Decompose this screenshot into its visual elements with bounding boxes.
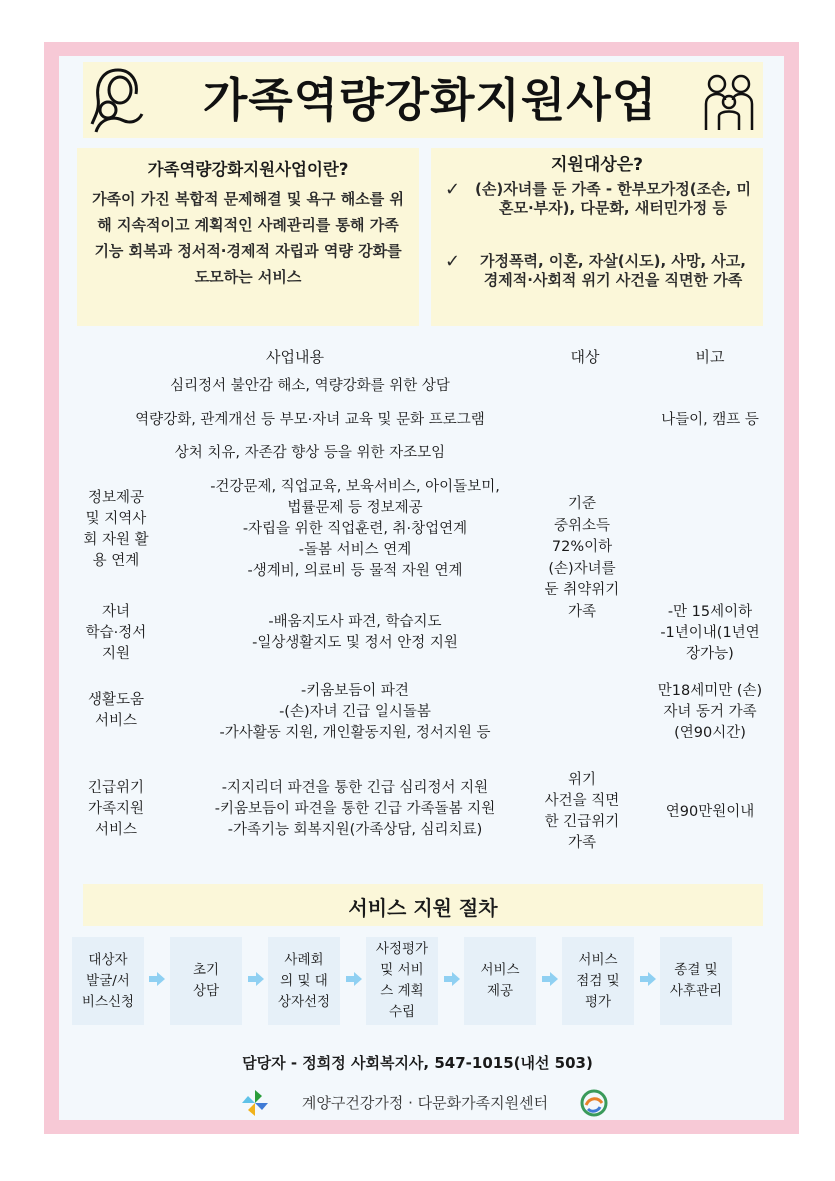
row-content: -건강문제, 직업교육, 보육서비스, 아이돌보미, 법률문제 등 정보제공 -자립을 위한 직업훈련, 취·창업연계 -돌봄 서비스 연계 -생계비, 의료비 등 물적 자원 연계 <box>210 479 500 579</box>
pinwheel-logo-icon <box>240 1088 270 1118</box>
page-title: 가족역량강화지원사업 <box>202 73 658 127</box>
right-arrow-icon <box>149 972 165 986</box>
right-arrow-icon <box>248 972 264 986</box>
center-logo-icon <box>580 1089 608 1117</box>
right-arrow-icon <box>444 972 460 986</box>
row-content: -지지리더 파견을 통한 긴급 심리정서 지원 -키움보듬이 파견을 통한 긴급 가족돌봄 지원 -가족기능 회복지원(가족상담, 심리치료) <box>214 780 496 838</box>
check-icon: ✓ <box>445 179 461 200</box>
right-arrow-icon <box>542 972 558 986</box>
procedure-step: 종결 및 사후관리 <box>660 937 732 1025</box>
intro-heading: 가족역량강화지원사업이란? <box>147 160 349 179</box>
target-item <box>445 180 755 218</box>
mother-child-icon <box>88 66 148 136</box>
row-content: 상처 치유, 자존감 향상 등을 위한 자조모임 <box>174 445 446 461</box>
target-item-text: (손)자녀를 둔 가족 - 한부모가정(조손, 미혼모·부자), 다문화, 새터민가정 등 <box>475 180 751 217</box>
row-content: 역량강화, 관계개선 등 부모·자녀 교육 및 문화 프로그램 <box>135 412 485 428</box>
header-note: 비고 <box>695 348 725 366</box>
row-content: -키움보듬이 파견 -(손)자녀 긴급 일시돌봄 -가사활동 지원, 개인활동지원, 정서지원 등 <box>219 683 491 741</box>
row-note: -만 15세이하 -1년이내(1년연 장가능) <box>660 604 760 662</box>
check-icon: ✓ <box>445 251 461 272</box>
procedure-step: 대상자 발굴/서 비스신청 <box>72 937 144 1025</box>
row-category: 정보제공 및 지역사 회 자원 활 용 연계 <box>83 490 149 569</box>
family-icon <box>703 72 755 134</box>
row-note: 나들이, 캠프 등 <box>661 412 759 428</box>
footer <box>240 1088 610 1118</box>
procedure-step: 서비스 점검 및 평가 <box>562 937 634 1025</box>
target-heading: 지원대상은? <box>551 155 643 175</box>
row-note: 만18세미만 (손) 자녀 동거 가족 (연90시간) <box>657 683 763 741</box>
row-note: 연90만원이내 <box>665 804 755 820</box>
header-target: 대상 <box>570 348 600 366</box>
procedure-step: 사정평가 및 서비 스 계획 수립 <box>366 937 438 1025</box>
row-category: 생활도움 서비스 <box>87 692 145 729</box>
intro-body: 가족이 가진 복합적 문제해결 및 욕구 해소를 위해 지속적이고 계획적인 사례관리를 통해 가족 기능 회복과 정서적·경제적 자립과 역량 강화를 도모하는 서비스 <box>92 190 404 286</box>
target-general: 기준 중위소득 72%이하 (손)자녀를 둔 취약위기 가족 <box>544 496 620 620</box>
row-category: 자녀 학습·정서 지원 <box>85 604 147 662</box>
intro-box <box>77 148 419 326</box>
right-arrow-icon <box>640 972 656 986</box>
procedure-step: 사례회 의 및 대 상자선정 <box>268 937 340 1025</box>
target-item <box>445 252 755 290</box>
right-arrow-icon <box>346 972 362 986</box>
procedure-title: 서비스 지원 절차 <box>348 896 498 920</box>
center-name: 계양구건강가정 · 다문화가족지원센터 <box>301 1094 549 1112</box>
row-category: 긴급위기 가족지원 서비스 <box>87 780 145 838</box>
contact-info: 담당자 - 정희정 사회복지사, 547-1015(내선 503) <box>242 1054 593 1072</box>
procedure-step: 서비스 제공 <box>464 937 536 1025</box>
row-content: -배움지도사 파견, 학습지도 -일상생활지도 및 정서 안정 지원 <box>252 614 458 651</box>
header-content: 사업내용 <box>266 348 324 366</box>
target-crisis: 위기 사건을 직면 한 긴급위기 가족 <box>544 772 620 851</box>
target-box <box>431 148 763 326</box>
row-content: 심리정서 불안감 해소, 역량강화를 위한 상담 <box>170 378 450 394</box>
target-item-text: 가정폭력, 이혼, 자살(시도), 사망, 사고, 경제적·사회적 위기 사건을 직면한 가족 <box>480 252 746 289</box>
procedure-step: 초기 상담 <box>170 937 242 1025</box>
